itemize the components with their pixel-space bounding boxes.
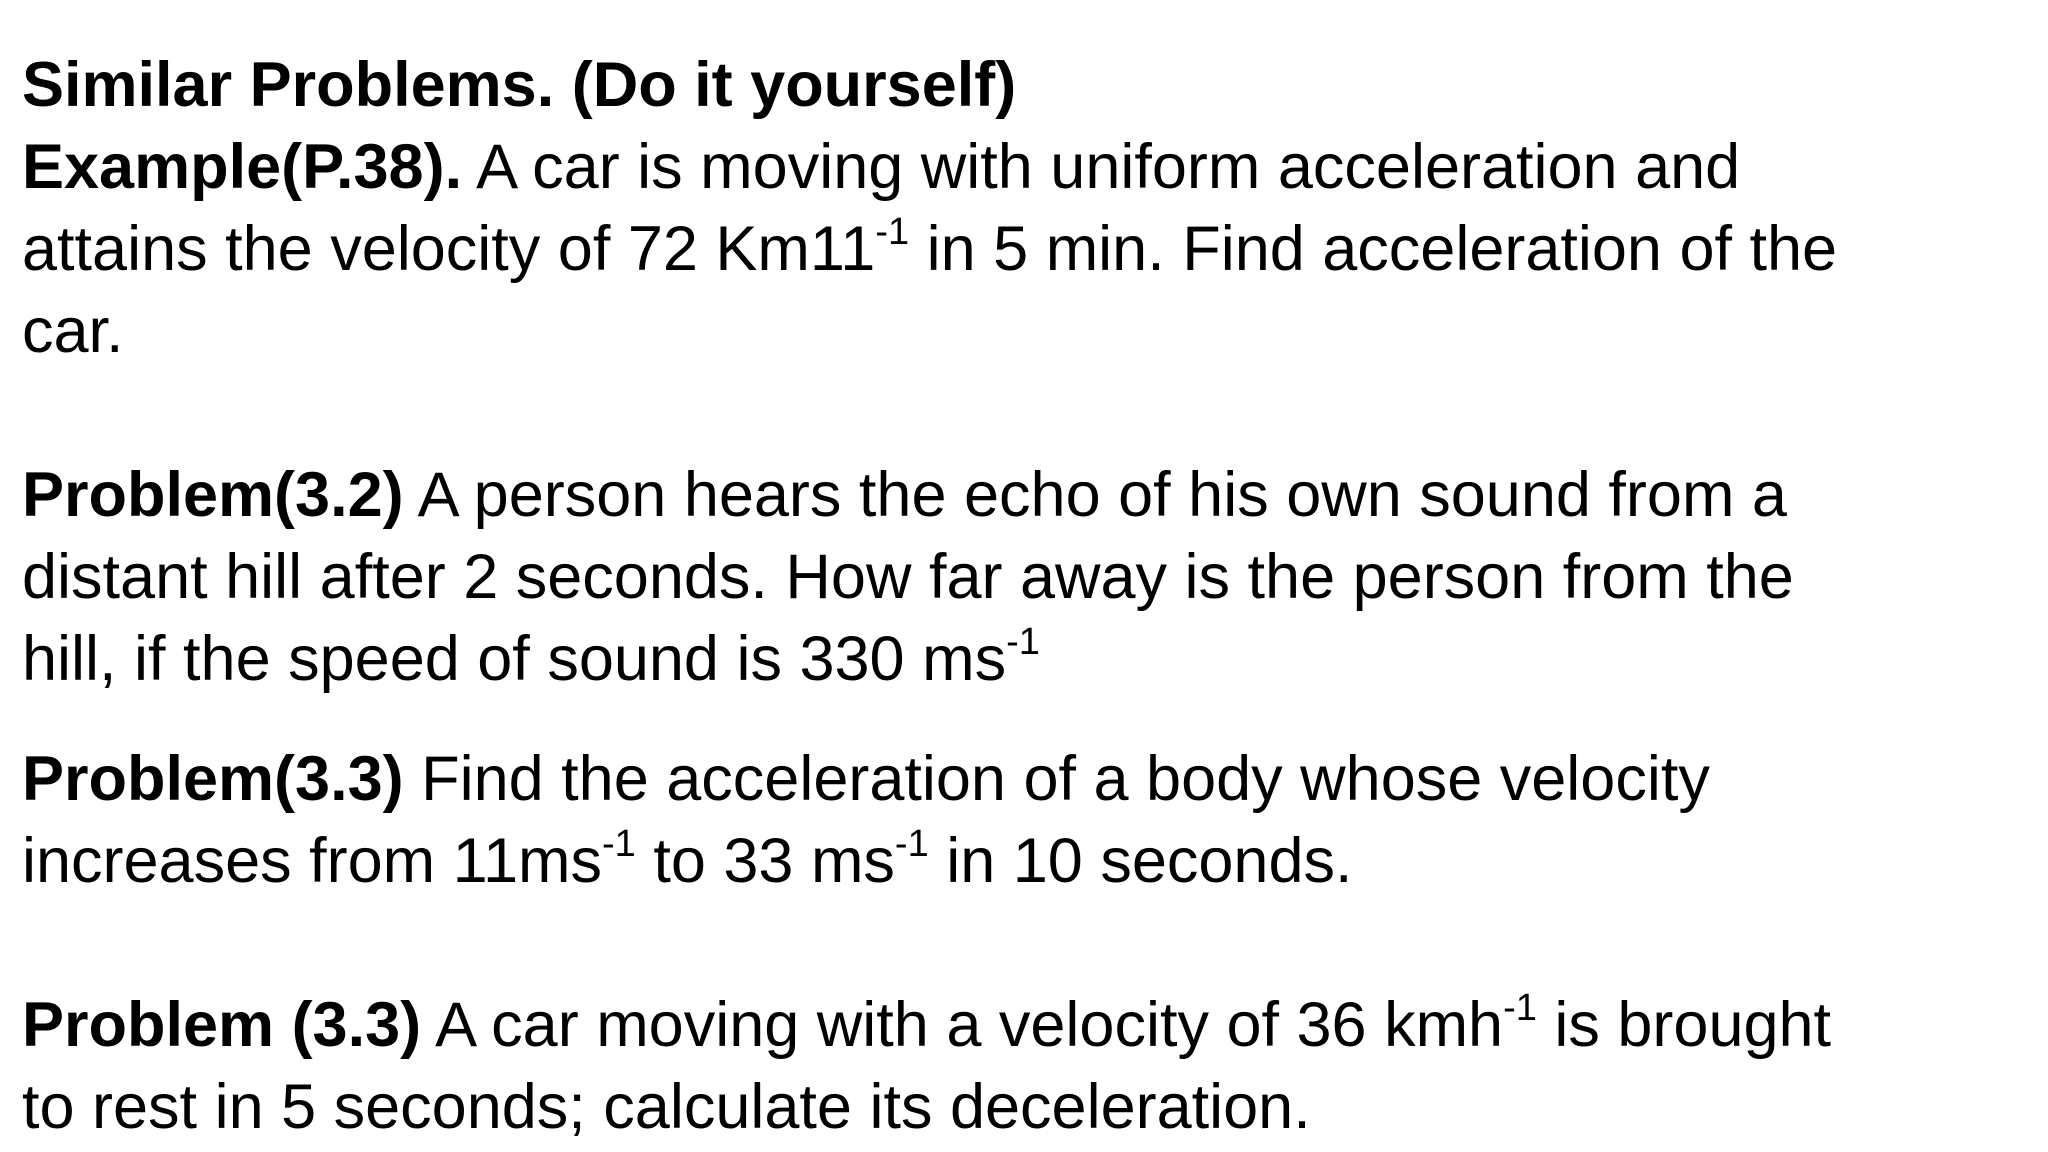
problem-3-3a-block <box>22 738 2032 902</box>
example-block <box>22 126 2032 372</box>
example-text-2a: attains the velocity of 72 Km11 <box>22 214 876 284</box>
example-line-3 <box>22 290 2032 372</box>
problem-3-3a-superscript-1: -1 <box>602 823 636 865</box>
problem-3-3a-superscript-2: -1 <box>894 823 929 865</box>
example-text-1: A car is moving with uniform acceleration and <box>462 132 1741 202</box>
problem-3-3a-text-2b: to 33 ms <box>635 826 895 896</box>
example-text-2b: in 5 min. Find acceleration of the <box>909 214 1838 284</box>
problem-3-3b-block <box>22 984 2032 1148</box>
problem-3-3a-line-2 <box>22 820 2032 902</box>
problem-3-2-line-1 <box>22 454 2032 536</box>
problem-3-2-text-2: distant hill after 2 seconds. How far away is the person from the <box>22 542 1794 612</box>
heading <box>22 44 2032 126</box>
problem-3-3b-line-2 <box>22 1066 2032 1148</box>
heading-text: Similar Problems. (Do it yourself) <box>22 50 1017 120</box>
example-line-1 <box>22 126 2032 208</box>
problem-3-2-block <box>22 454 2032 700</box>
example-text-3: car. <box>22 296 124 366</box>
problem-3-3b-text-1b: is brought <box>1536 990 1832 1060</box>
problem-3-2-text-3: hill, if the speed of sound is 330 ms <box>22 624 1007 694</box>
problem-3-3b-text-2: to rest in 5 seconds; calculate its deceleration. <box>22 1072 1311 1142</box>
problem-3-3a-line-1 <box>22 738 2032 820</box>
example-line-2 <box>22 208 2032 290</box>
problem-3-3a-text-2a: increases from 11ms <box>22 826 603 896</box>
problem-3-3b-line-1 <box>22 984 2032 1066</box>
problem-3-2-line-3 <box>22 618 2032 700</box>
problem-3-3b-label: Problem (3.3) <box>22 990 422 1060</box>
problem-3-3a-label: Problem(3.3) <box>22 744 404 814</box>
document-body <box>22 44 2032 1148</box>
problem-3-3b-text-1a: A car moving with a velocity of 36 kmh <box>421 990 1504 1060</box>
problem-3-3a-text-1: Find the acceleration of a body whose velocity <box>403 744 1710 814</box>
example-label: Example(P.38). <box>22 132 463 202</box>
problem-3-3a-text-2c: in 10 seconds. <box>928 826 1353 896</box>
problem-3-2-label: Problem(3.2) <box>22 460 404 530</box>
problem-3-3b-superscript: -1 <box>1503 987 1537 1029</box>
example-superscript: -1 <box>875 211 910 253</box>
problem-3-2-text-1: A person hears the echo of his own sound from a <box>403 460 1787 530</box>
problem-3-2-line-2 <box>22 536 2032 618</box>
problem-3-2-superscript: -1 <box>1006 621 1040 663</box>
